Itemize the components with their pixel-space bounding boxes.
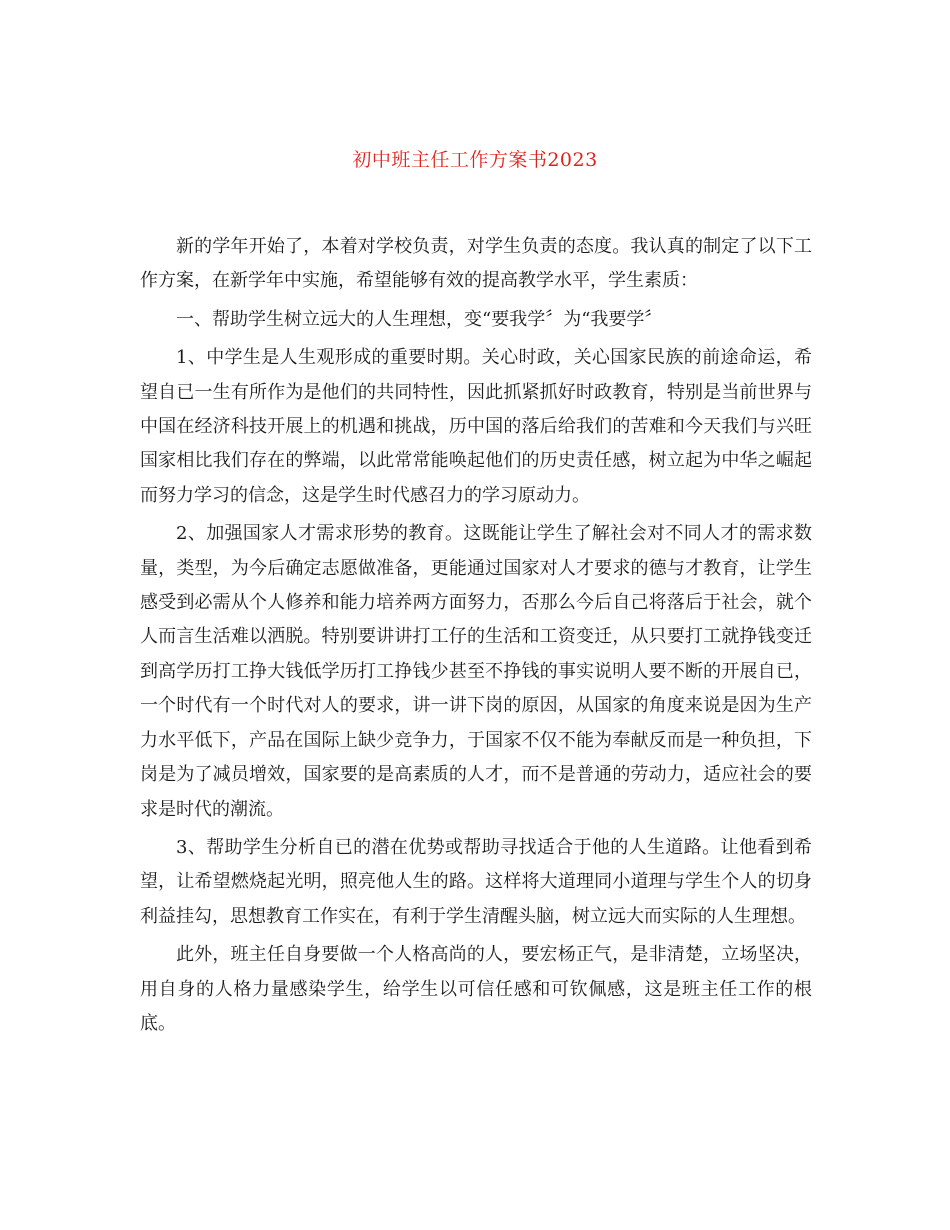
paragraph-item-1: 1、中学生是人生观形成的重要时期。关心时政，关心国家民族的前途命运，希望自已一生有所作为是他们的共同特性，因此抓紧抓好时政教育，特别是当前世界与中国在经济科技开展上的机遇和挑战，历中国的落后给我们的苦难和今天我们与兴旺国家相比我们存在的弊端，以此常常能唤起他们的历史责任感，树立起为中华之崛起而努力学习的信念，这是学生时代感召力的学习原动力。: [140, 347, 812, 506]
paragraph-conclusion: 此外，班主任自身要做一个人格高尚的人，要宏杨正气，是非清楚，立场坚决，用自身的人格力量感染学生，给学生以可信任感和可钦佩感，这是班主任工作的根底。: [140, 944, 812, 1034]
paragraph-item-3: 3、帮助学生分析自已的潜在优势或帮助寻找适合于他的人生道路。让他看到希望，让希望燃烧起光明，照亮他人生的路。这样将大道理同小道理与学生个人的切身利益挂勾，思想教育工作实在，有利于学生清醒头脑，树立远大而实际的人生理想。: [140, 836, 812, 927]
document-body: [140, 230, 812, 1045]
section-heading-1: 一、帮助学生树立远大的人生理想，变“要我学〞为“我要学〞: [176, 308, 663, 330]
paragraph-intro: 新的学年开始了，本着对学校负责，对学生负责的态度。我认真的制定了以下工作方案，在新学年中实施，希望能够有效的提高教学水平，学生素质：: [140, 236, 812, 292]
paragraph-item-2: 2、加强国家人才需求形势的教育。这既能让学生了解社会对不同人才的需求数量，类型，为今后确定志愿做准备，更能通过国家对人才要求的德与才教育，让学生感受到必需从个人修养和能力培养两方面努力，否那么今后自己将落后于社会，就个人而言生活难以洒脱。特别要讲讲打工仔的生活和工资变迁，从只要打工就挣钱变迁到高学历打工挣大钱低学历打工挣钱少甚至不挣钱的事实说明人要不断的开展自已，一个时代有一个时代对人的要求，讲一讲下岗的原因，从国家的角度来说是因为生产力水平低下，产品在国际上缺少竞争力，于国家不仅不能为奉献反而是一种负担，下岗是为了减员增效，国家要的是高素质的人才，而不是普通的劳动力，适应社会的要求是时代的潮流。: [140, 523, 812, 820]
document-title: 初中班主任工作方案书2023: [352, 149, 598, 171]
